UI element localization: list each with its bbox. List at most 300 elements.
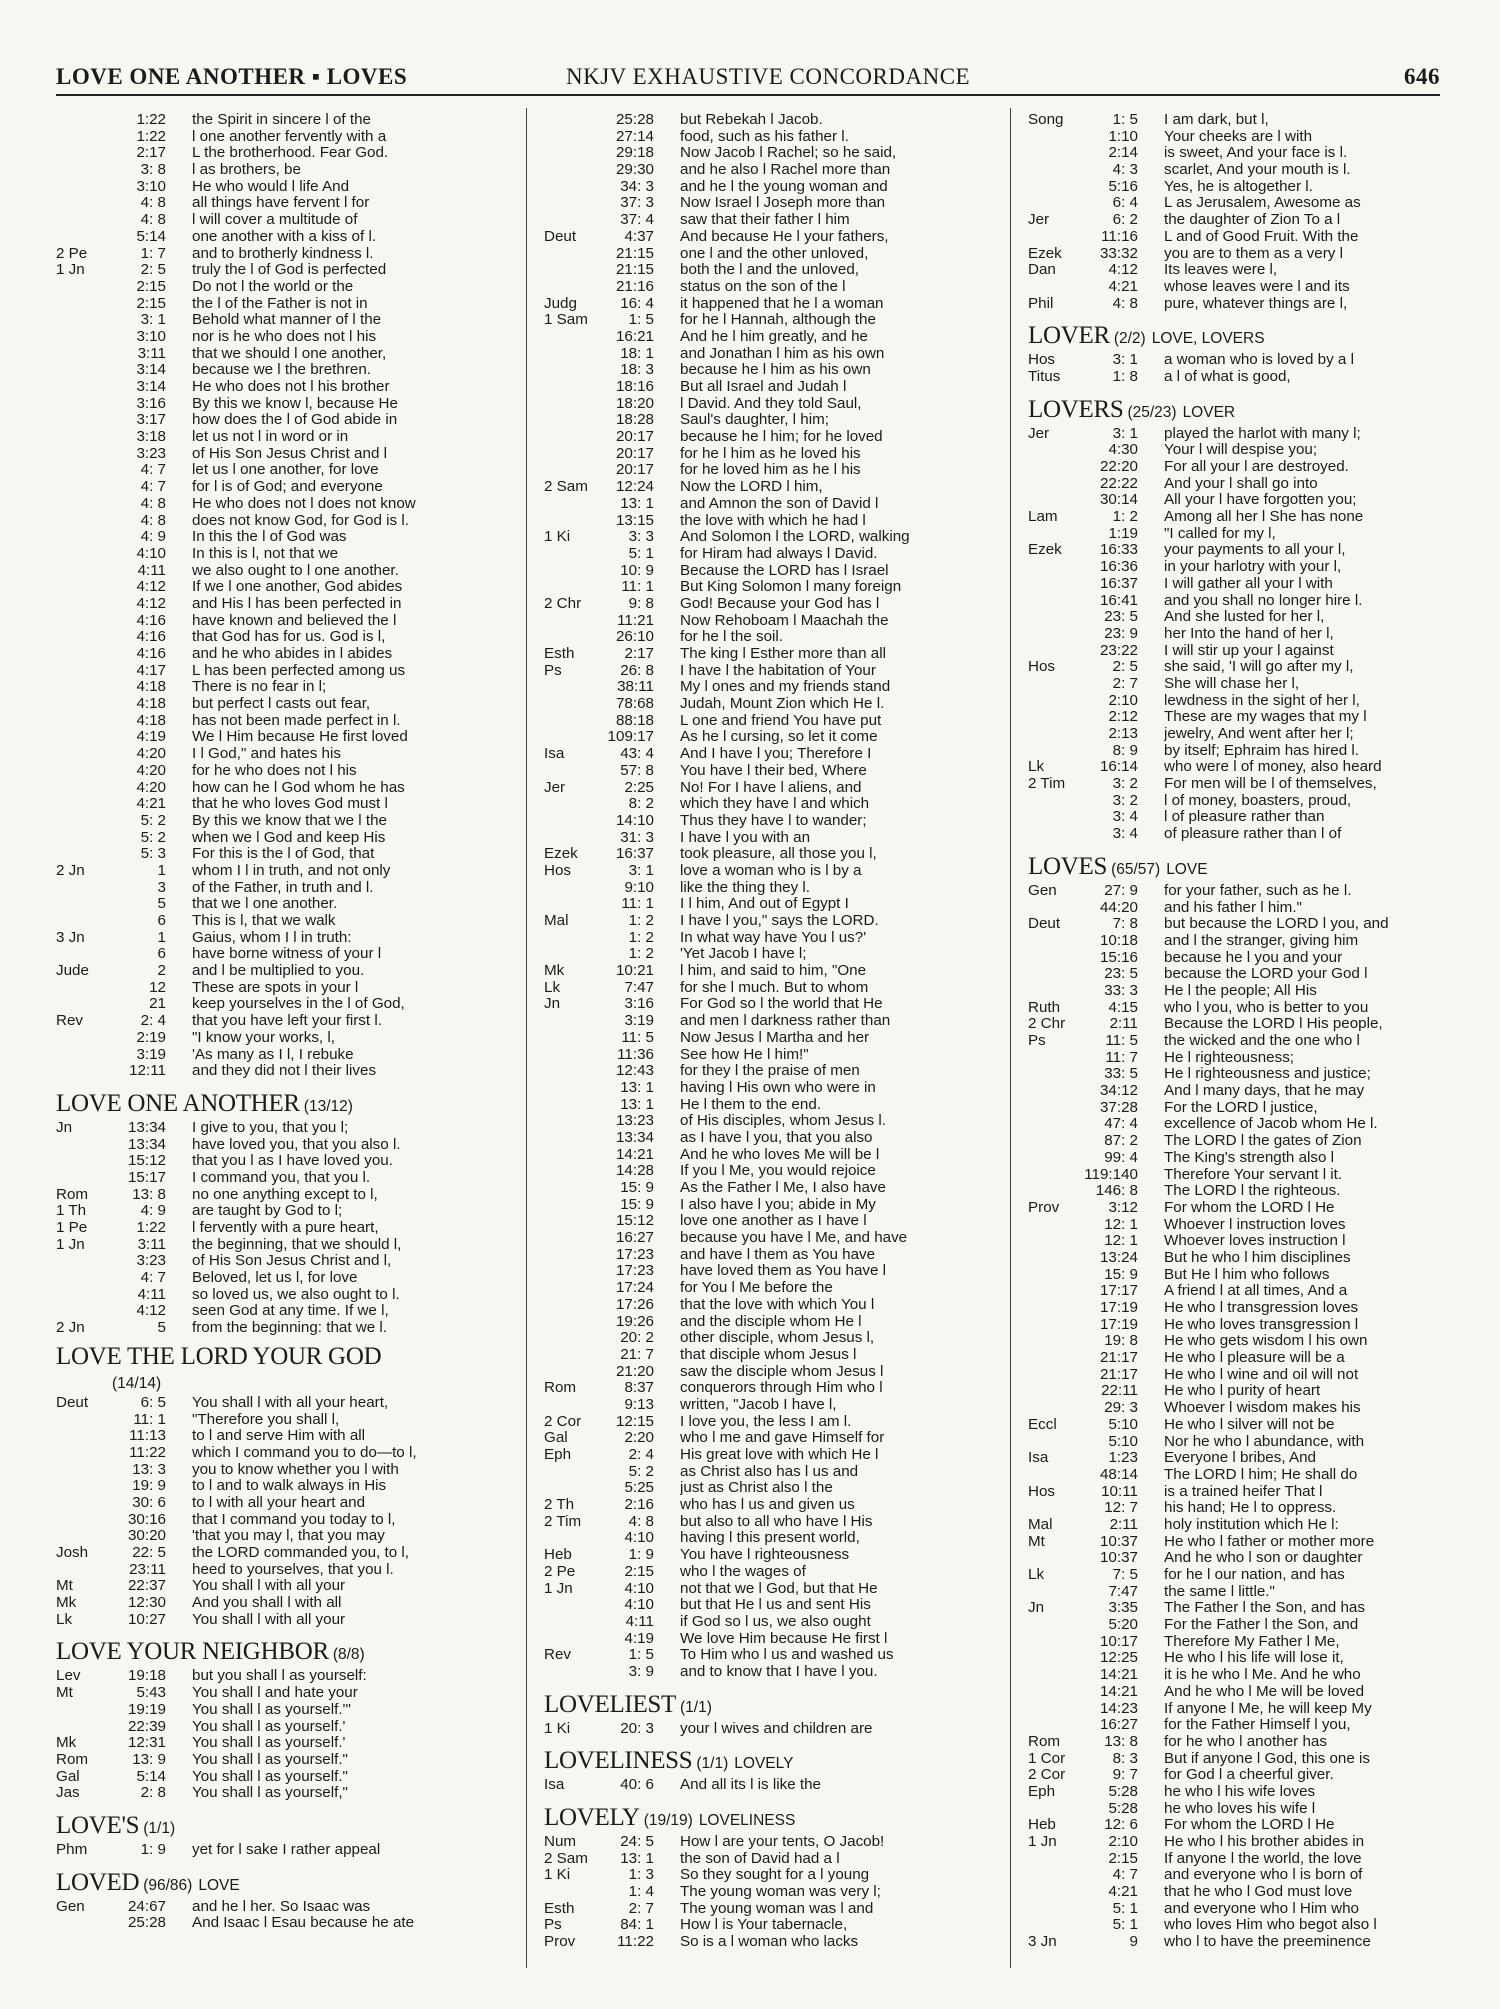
context-text: These are my wages that my l (1164, 709, 1367, 726)
concordance-line (56, 212, 496, 229)
context-text: nor is he who does not l his (192, 328, 377, 345)
verse-reference: 3: 1 (140, 312, 166, 329)
entry-word: LOVED (56, 1868, 140, 1896)
concordance-line (1028, 1383, 1468, 1400)
verse-reference: 4:10 (624, 1580, 654, 1597)
verse-reference: 15:12 (127, 1153, 166, 1170)
context-text: But He l him who follows (1164, 1266, 1330, 1283)
concordance-line (56, 462, 496, 479)
concordance-line (1028, 1300, 1468, 1317)
verse-reference: 12:43 (615, 1063, 654, 1080)
concordance-line (1028, 559, 1468, 576)
concordance-line (56, 1270, 496, 1287)
verse-reference: 1: 5 (1112, 112, 1138, 128)
concordance-line (56, 1153, 496, 1170)
concordance-line (544, 1664, 984, 1681)
concordance-line (544, 1867, 984, 1884)
entry-count: (13/12) (303, 1097, 353, 1115)
verse-reference: 21:15 (615, 245, 654, 262)
entry-heading (56, 1636, 496, 1668)
context-text: Your cheeks are l with (1164, 128, 1313, 145)
concordance-line (56, 1528, 496, 1545)
concordance-line (544, 145, 984, 162)
context-text: but Rebekah l Jacob. (680, 112, 823, 128)
verse-reference: 5: 1 (628, 545, 654, 562)
context-text: for he l our nation, and has (1164, 1567, 1345, 1583)
verse-reference: 4: 9 (140, 1203, 166, 1220)
context-text: Now the LORD l him, (680, 479, 823, 496)
context-text: who l me and gave Himself for (680, 1430, 885, 1447)
verse-reference: 20:17 (615, 445, 654, 462)
book-abbreviation: Deut (56, 1394, 89, 1411)
context-text: for You l Me before the (680, 1280, 833, 1297)
verse-reference: 5:25 (624, 1480, 654, 1497)
concordance-line (56, 613, 496, 630)
concordance-line (1028, 676, 1468, 693)
entry-word: LOVE THE LORD YOUR GOD (56, 1342, 382, 1370)
context-text: does not know God, for God is l. (192, 512, 409, 529)
concordance-line (1028, 1484, 1468, 1501)
context-text: And Solomon l the LORD, walking (680, 529, 910, 546)
context-text: And you shall l with all (192, 1595, 342, 1612)
context-text: other disciple, whom Jesus l, (680, 1330, 875, 1347)
context-text: He who does not l his brother (192, 379, 390, 395)
verse-reference: 10:37 (1099, 1550, 1138, 1567)
context-text: l one another fervently with a (192, 128, 387, 145)
verse-reference: 119:140 (1084, 1166, 1138, 1183)
verse-reference: 3:16 (624, 996, 654, 1013)
concordance-column-2 (544, 112, 984, 1951)
context-text: As the Father l Me, I also have (680, 1180, 886, 1196)
concordance-line (1028, 1600, 1468, 1617)
concordance-line (56, 596, 496, 613)
context-text: excellence of Jacob whom He l. (1164, 1116, 1378, 1133)
context-text: and l the stranger, giving him (1164, 932, 1359, 949)
book-abbreviation: Jer (1028, 425, 1050, 442)
concordance-line (1028, 950, 1468, 967)
verse-reference: 13:23 (615, 1113, 654, 1130)
context-text: how can he l God whom he has (192, 779, 405, 796)
context-text: Nor he who l abundance, with (1164, 1433, 1365, 1450)
concordance-line (544, 1397, 984, 1414)
concordance-line (56, 913, 496, 930)
verse-reference: 14:21 (615, 1146, 654, 1163)
concordance-line (56, 629, 496, 646)
verse-reference: 5: 2 (140, 829, 166, 846)
verse-reference: 20:17 (615, 462, 654, 479)
concordance-line (544, 830, 984, 847)
concordance-line (1028, 759, 1468, 776)
context-text: If anyone l the world, the love (1164, 1850, 1362, 1867)
book-abbreviation: 1 Jn (544, 1580, 573, 1597)
entry-count: (25/23) (1127, 403, 1177, 421)
entry-cross-reference: LOVE (198, 1876, 240, 1894)
verse-reference: 3:16 (136, 395, 166, 412)
entry-word: LOVE'S (56, 1811, 140, 1839)
concordance-line (1028, 966, 1468, 983)
verse-reference: 12: 1 (1104, 1233, 1138, 1250)
context-text: Do not l the world or the (192, 278, 354, 295)
verse-reference: 15:17 (127, 1169, 166, 1186)
context-text: My l ones and my friends stand (680, 679, 891, 696)
concordance-line (544, 1447, 984, 1464)
context-text: If you l Me, you would rejoice (680, 1163, 876, 1180)
context-text: Because the LORD l His people, (1164, 1016, 1383, 1033)
concordance-line (56, 1013, 496, 1030)
verse-reference: 3: 4 (1112, 826, 1138, 843)
verse-reference: 7: 8 (1112, 916, 1138, 933)
concordance-line (1028, 1801, 1468, 1818)
verse-reference: 21:15 (615, 262, 654, 279)
book-abbreviation: Prov (544, 1934, 576, 1951)
context-text: that you l as I have loved you. (192, 1153, 393, 1170)
concordance-line (56, 1785, 496, 1802)
verse-reference: 5 (157, 896, 166, 913)
verse-reference: 57: 8 (620, 762, 654, 779)
verse-reference: 12 (149, 979, 166, 996)
context-text: The LORD l him; He shall do (1164, 1466, 1358, 1483)
concordance-line (1028, 1500, 1468, 1517)
verse-reference: 22:37 (127, 1578, 166, 1595)
concordance-line (1028, 229, 1468, 246)
context-text: I am dark, but l, (1164, 112, 1269, 128)
book-abbreviation: Isa (1028, 1450, 1049, 1467)
context-text: which I command you to do—to l, (192, 1444, 417, 1461)
verse-reference: 10:18 (1099, 932, 1138, 949)
context-text: is sweet, And your face is l. (1164, 145, 1348, 162)
context-text: for he l the soil. (680, 629, 783, 646)
verse-reference: 12:15 (615, 1413, 654, 1430)
context-text: And he l him greatly, and he (680, 328, 868, 345)
concordance-line (1028, 369, 1468, 386)
concordance-line (56, 1685, 496, 1702)
concordance-line (56, 446, 496, 463)
verse-reference: 4:18 (136, 696, 166, 713)
concordance-line (56, 246, 496, 263)
concordance-line (1028, 1283, 1468, 1300)
verse-reference: 14:28 (615, 1163, 654, 1180)
verse-reference: 3:35 (1108, 1600, 1138, 1617)
entry-count: (2/2) (1113, 330, 1146, 348)
context-text: how does the l of God abide in (192, 412, 398, 429)
verse-reference: 2:12 (1108, 709, 1138, 726)
concordance-line (1028, 296, 1468, 313)
context-text: Everyone l bribes, And (1164, 1450, 1316, 1467)
verse-reference: 3:11 (137, 345, 166, 362)
context-text: Your l will despise you; (1164, 442, 1318, 459)
context-text: L as Jerusalem, Awesome as (1164, 195, 1361, 212)
context-text: it is he who l Me. And he who (1164, 1667, 1361, 1684)
verse-reference: 19:19 (127, 1701, 166, 1718)
concordance-line (1028, 983, 1468, 1000)
entry-count: (96/86) (143, 1876, 193, 1894)
concordance-line (1028, 1884, 1468, 1901)
verse-reference: 34:12 (1099, 1083, 1138, 1100)
concordance-line (544, 1614, 984, 1631)
verse-reference: 3:19 (624, 1013, 654, 1030)
book-abbreviation: 1 Jn (56, 1236, 85, 1253)
context-text: You shall l as yourself.'" (192, 1701, 351, 1718)
verse-reference: 4:17 (136, 662, 166, 679)
verse-reference: 2:15 (1108, 1850, 1138, 1867)
context-text: We l Him because He first loved (192, 729, 408, 746)
book-abbreviation: 2 Cor (1028, 1767, 1066, 1784)
verse-reference: 16: 4 (620, 295, 654, 312)
concordance-line (56, 1220, 496, 1237)
context-text: And she lusted for her l, (1164, 609, 1325, 626)
verse-reference: 3:10 (136, 328, 166, 345)
context-text: And l many days, that he may (1164, 1083, 1365, 1100)
context-text: Behold what manner of l the (192, 312, 382, 329)
book-abbreviation: Esth (544, 1900, 575, 1917)
verse-reference: 2: 7 (1112, 675, 1138, 692)
concordance-line (544, 1013, 984, 1030)
entry-heading (56, 1810, 496, 1842)
concordance-line (56, 579, 496, 596)
context-text: you are to them as a very l (1164, 245, 1343, 262)
context-text: l of pleasure rather than (1164, 809, 1325, 826)
context-text: The LORD l the gates of Zion (1164, 1133, 1362, 1150)
verse-reference: 12:24 (615, 479, 654, 496)
concordance-line (1028, 112, 1468, 129)
context-text: so loved us, we also ought to l. (192, 1286, 400, 1303)
verse-reference: 4:20 (136, 779, 166, 796)
context-text: The LORD l the righteous. (1164, 1183, 1341, 1200)
context-text: Because the LORD has l Israel (680, 562, 889, 579)
context-text: See how He l him!" (680, 1046, 809, 1063)
verse-reference: 2:16 (624, 1497, 654, 1514)
concordance-line (56, 329, 496, 346)
context-text: A friend l at all times, And a (1164, 1283, 1348, 1300)
context-text: you to know whether you l with (192, 1461, 399, 1478)
column-divider (526, 108, 527, 1968)
book-abbreviation: 1 Cor (1028, 1750, 1066, 1767)
concordance-line (56, 1545, 496, 1562)
context-text: because we l the brethren. (192, 362, 371, 379)
concordance-line (544, 663, 984, 680)
concordance-line (544, 279, 984, 296)
context-text: No! For I have l aliens, and (680, 779, 862, 796)
concordance-line (544, 596, 984, 613)
verse-reference: 13: 1 (620, 1850, 654, 1867)
entry-word: LOVELINESS (544, 1747, 693, 1775)
concordance-line (544, 195, 984, 212)
context-text: from the beginning: that we l. (192, 1320, 388, 1337)
context-text: So is a l woman who lacks (680, 1934, 859, 1951)
book-abbreviation: Esth (544, 646, 575, 662)
concordance-line (56, 1287, 496, 1304)
concordance-line (1028, 279, 1468, 296)
context-text: You shall l as yourself," (192, 1785, 348, 1802)
context-text: But King Solomon l many foreign (680, 579, 902, 596)
concordance-line (1028, 1400, 1468, 1417)
book-abbreviation: Josh (56, 1545, 89, 1561)
concordance-line (1028, 1567, 1468, 1584)
verse-reference: 24:67 (127, 1898, 166, 1915)
context-text: having l this present world, (680, 1530, 860, 1547)
concordance-line (56, 963, 496, 980)
concordance-line (1028, 809, 1468, 826)
context-text: to l with all your heart and (192, 1494, 366, 1511)
entry-word: LOVERS (1028, 395, 1124, 423)
entry-count: (1/1) (680, 1698, 712, 1716)
entry-cross-reference: LOVER (1182, 403, 1236, 421)
concordance-line (56, 1428, 496, 1445)
concordance-line (544, 846, 984, 863)
concordance-line (1028, 162, 1468, 179)
verse-reference: 20: 3 (620, 1720, 654, 1737)
context-text: and to brotherly kindness l. (192, 245, 374, 262)
book-abbreviation: 2 Tim (1028, 776, 1066, 793)
context-text: of pleasure rather than l of (1164, 826, 1342, 843)
concordance-line (1028, 459, 1468, 476)
concordance-line (1028, 1734, 1468, 1751)
verse-reference: 4:12 (1108, 262, 1138, 279)
context-text: I give to you, that you l; (192, 1119, 349, 1136)
book-abbreviation: Heb (1028, 1817, 1056, 1834)
concordance-line (1028, 145, 1468, 162)
concordance-line (1028, 542, 1468, 559)
verse-reference: 10:21 (615, 963, 654, 980)
verse-reference: 4:16 (136, 646, 166, 662)
context-text: I will gather all your l with (1164, 575, 1333, 592)
concordance-line (544, 1851, 984, 1868)
verse-reference: 16:27 (1099, 1717, 1138, 1734)
verse-reference: 5: 1 (1112, 1900, 1138, 1917)
verse-reference: 9:13 (624, 1396, 654, 1413)
context-text: and have l them as You have (680, 1246, 876, 1263)
context-text: and you shall no longer hire l. (1164, 592, 1363, 609)
context-text: has not been made perfect in l. (192, 712, 401, 729)
concordance-line (1028, 576, 1468, 593)
context-text: To Him who l us and washed us (680, 1647, 894, 1664)
concordance-line (56, 830, 496, 847)
concordance-line (544, 696, 984, 713)
verse-reference: 4: 8 (140, 512, 166, 529)
context-text: but you shall l as yourself: (192, 1668, 367, 1685)
concordance-line (544, 1834, 984, 1851)
concordance-line (56, 296, 496, 313)
context-text: written, "Jacob I have l, (680, 1396, 837, 1413)
verse-reference: 1: 4 (628, 1884, 654, 1901)
context-text: love a woman who is l by a (680, 862, 862, 879)
book-abbreviation: Mal (544, 913, 569, 929)
verse-reference: 4: 8 (140, 495, 166, 512)
concordance-line (56, 880, 496, 897)
verse-reference: 2:11 (1109, 1516, 1138, 1533)
concordance-line (544, 763, 984, 780)
context-text: and His l has been perfected in (192, 595, 402, 612)
concordance-line (544, 796, 984, 813)
concordance-line (56, 813, 496, 830)
concordance-line (544, 1564, 984, 1581)
verse-reference: 18:16 (615, 379, 654, 395)
book-abbreviation: Mt (56, 1685, 73, 1702)
concordance-line (56, 1612, 496, 1629)
context-text: You have l their bed, Where (680, 762, 867, 779)
verse-reference: 37: 3 (620, 195, 654, 212)
verse-reference: 29:18 (615, 145, 654, 162)
context-text: His great love with which He l (680, 1447, 879, 1463)
concordance-line (1028, 1901, 1468, 1918)
verse-reference: 5:14 (136, 1768, 166, 1785)
context-text: food, such as his father l. (680, 128, 849, 145)
concordance-line (544, 1480, 984, 1497)
entry-heading (544, 1745, 984, 1777)
context-text: because the LORD your God l (1164, 966, 1368, 983)
concordance-line (544, 1530, 984, 1547)
verse-reference: 11: 5 (621, 1029, 654, 1046)
concordance-line (56, 546, 496, 563)
concordance-line (56, 179, 496, 196)
context-text: He who l his life will lose it, (1164, 1650, 1344, 1667)
verse-reference: 33: 3 (1104, 982, 1138, 999)
context-text: 'Yet Jacob I have l; (680, 946, 807, 963)
concordance-line (544, 1464, 984, 1481)
book-abbreviation: Hos (544, 862, 572, 879)
concordance-line (544, 1631, 984, 1648)
context-text: that you have left your first l. (192, 1013, 382, 1030)
entry-count: (65/57) (1111, 860, 1161, 878)
concordance-line (1028, 1183, 1468, 1200)
concordance-line (1028, 1233, 1468, 1250)
concordance-line (56, 346, 496, 363)
verse-reference: 1:22 (136, 1220, 166, 1236)
concordance-line (1028, 195, 1468, 212)
verse-reference: 33: 5 (1104, 1066, 1138, 1083)
context-text: because he l him as his own (680, 362, 871, 379)
context-text: to l and to walk always in His (192, 1478, 387, 1495)
concordance-line (56, 112, 496, 129)
context-text: whom I l in truth, and not only (192, 862, 391, 879)
verse-reference: 5 (157, 1320, 166, 1337)
book-abbreviation: Mk (544, 963, 565, 980)
context-text: the son of David had a l (680, 1850, 840, 1867)
verse-reference: 16:41 (1099, 592, 1138, 609)
context-text: for your father, such as he l. (1164, 882, 1352, 899)
concordance-line (56, 1702, 496, 1719)
entry-word: LOVELY (544, 1804, 640, 1831)
context-text: Whoever l instruction loves (1164, 1216, 1346, 1233)
entry-word: LOVE ONE ANOTHER (56, 1089, 300, 1117)
context-text: is a trained heifer That l (1164, 1483, 1323, 1500)
concordance-line (56, 563, 496, 580)
concordance-line (544, 162, 984, 179)
book-abbreviation: Lk (56, 1611, 73, 1628)
context-text: By this we know l, because He (192, 395, 398, 412)
concordance-line (544, 513, 984, 530)
verse-reference: 2:14 (1108, 145, 1138, 162)
verse-reference: 13: 3 (132, 1461, 166, 1478)
verse-reference: 17:17 (1099, 1283, 1138, 1300)
context-text: I l him, And out of Egypt I (680, 896, 849, 913)
concordance-line (56, 679, 496, 696)
concordance-line (544, 930, 984, 947)
verse-reference: 4:21 (136, 796, 166, 813)
context-text: your payments to all your l, (1164, 542, 1346, 559)
verse-reference: 13: 8 (132, 1186, 166, 1203)
context-text: He who l silver will not be (1164, 1416, 1335, 1433)
concordance-line (56, 1562, 496, 1579)
verse-reference: 5:14 (136, 228, 166, 245)
verse-reference: 5: 3 (140, 846, 166, 863)
verse-reference: 1:22 (136, 128, 166, 145)
concordance-line (544, 679, 984, 696)
concordance-line (544, 1147, 984, 1164)
context-text: How l is Your tabernacle, (680, 1917, 848, 1934)
verse-reference: 14:21 (1099, 1683, 1138, 1700)
context-text: Therefore Your servant l it. (1164, 1166, 1343, 1183)
